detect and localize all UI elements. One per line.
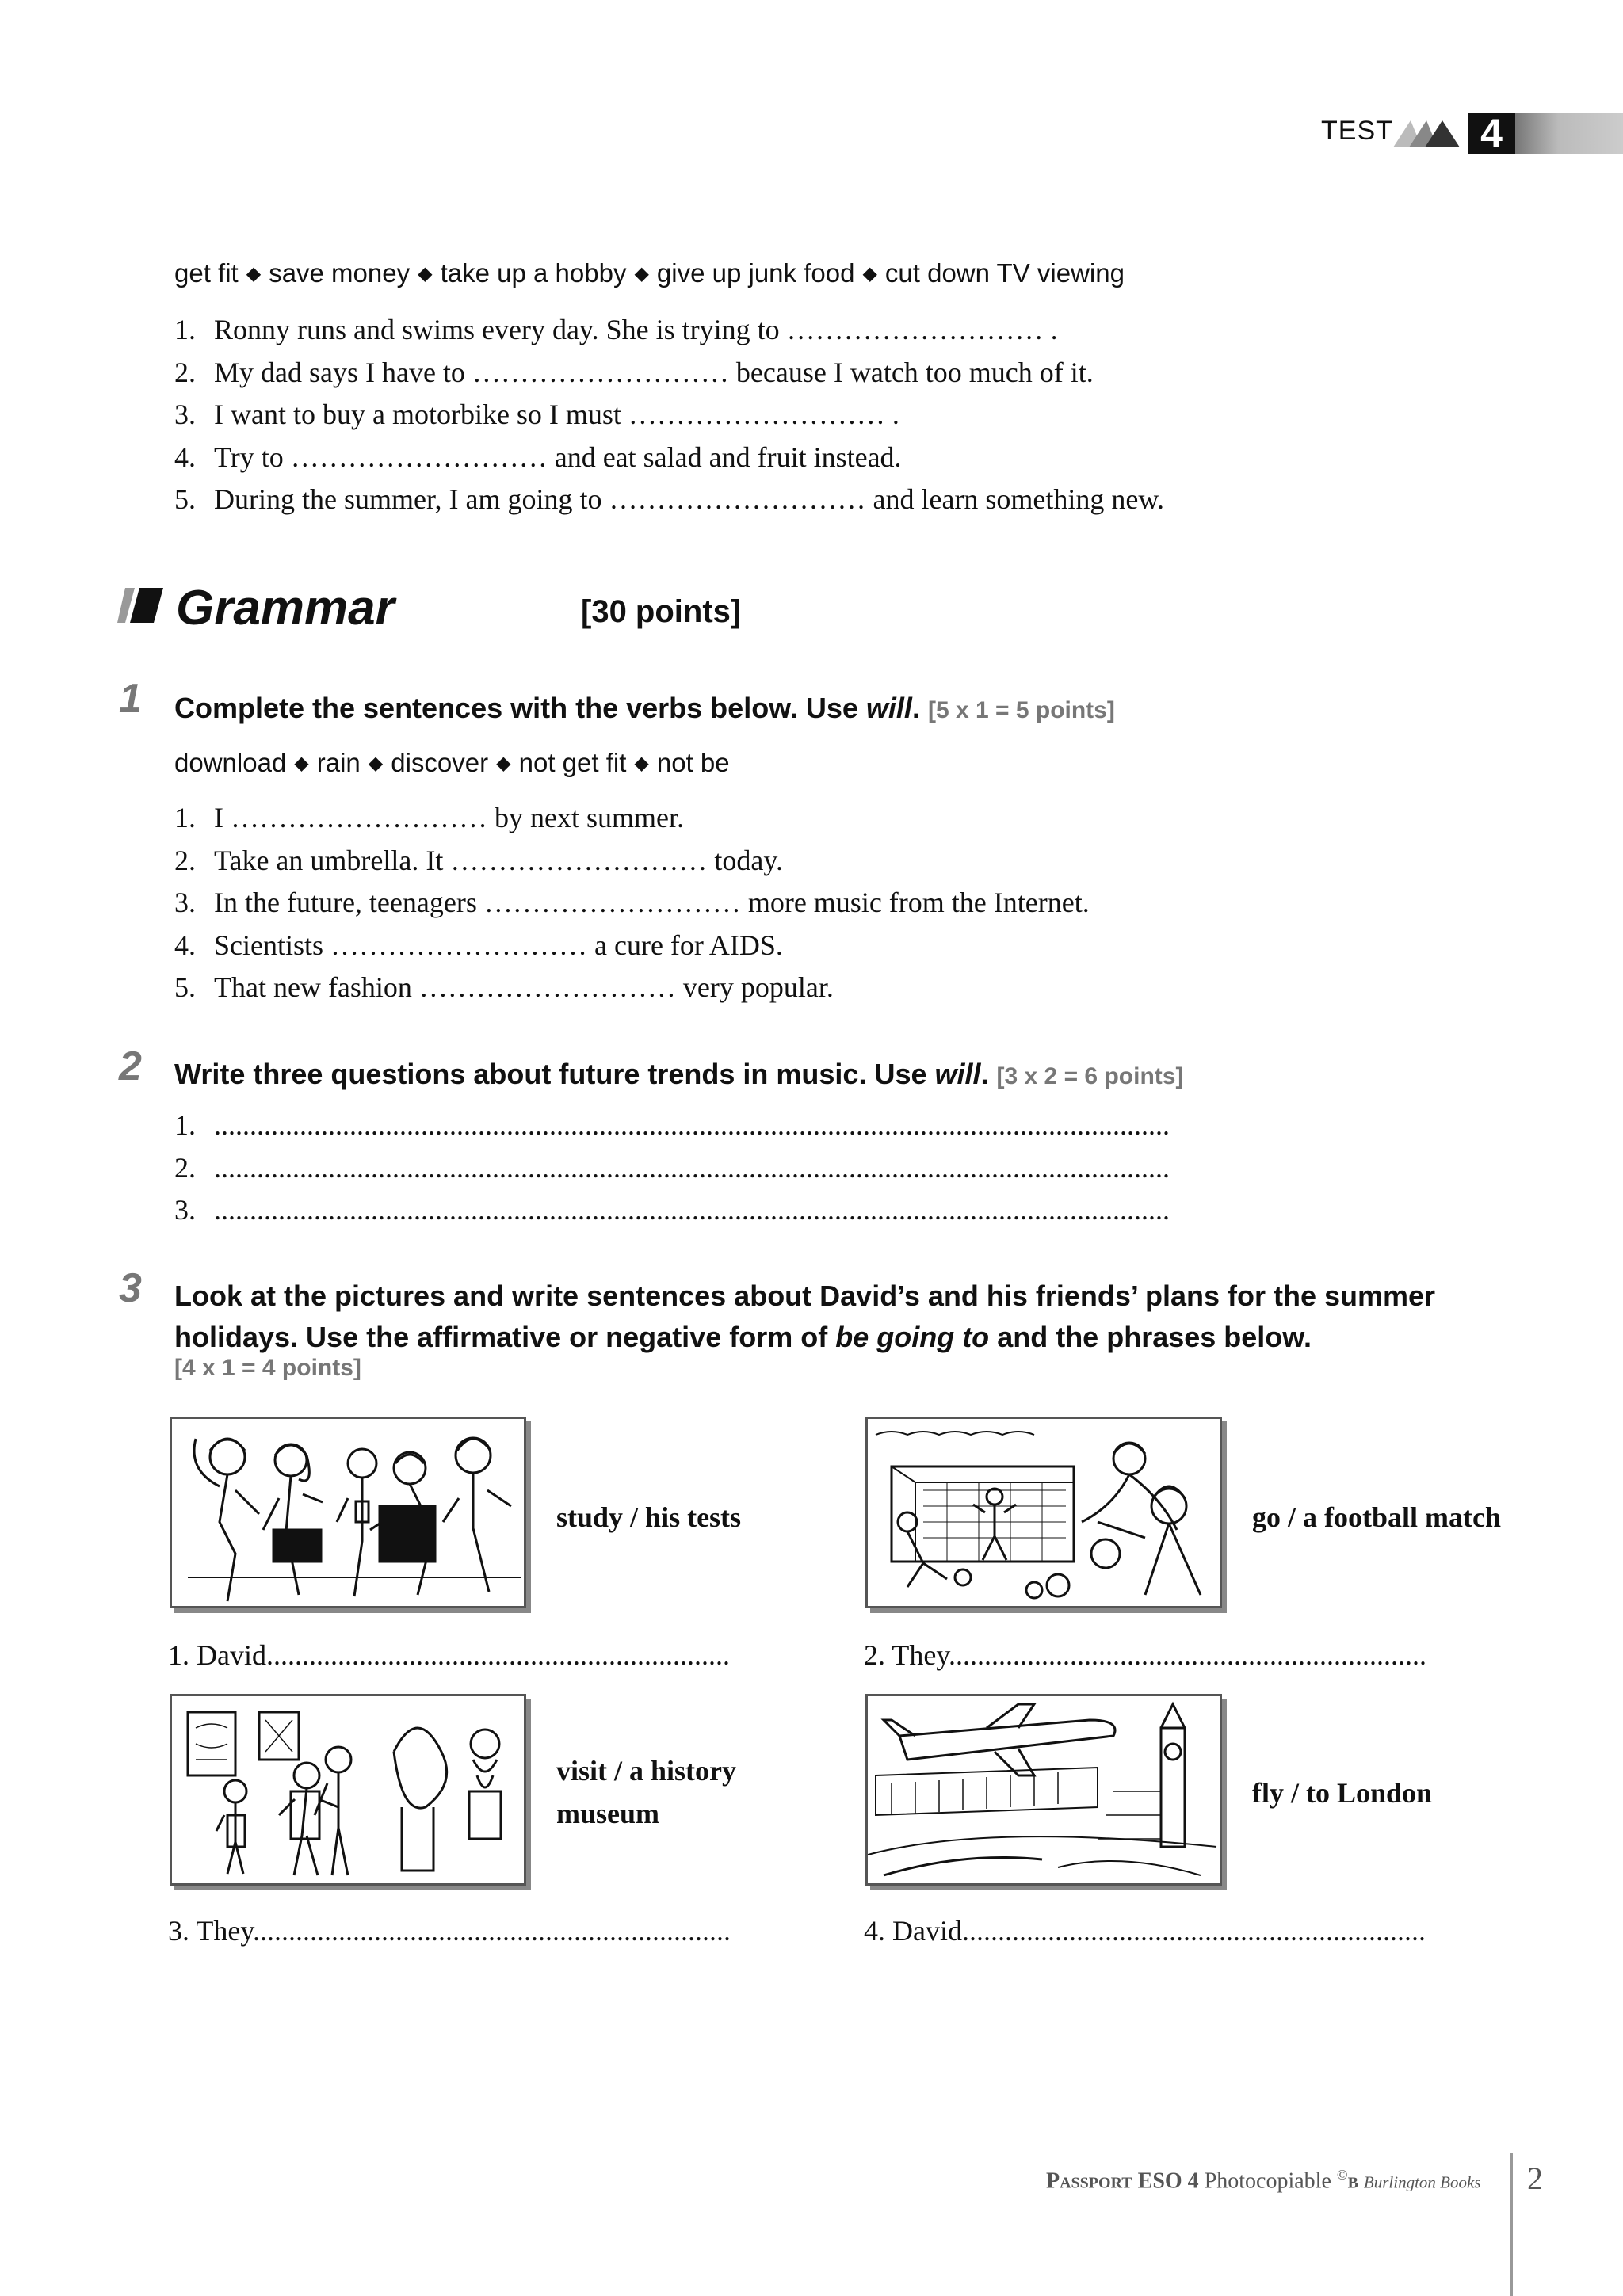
sentence: 2. Take an umbrella. It ……………………… today. [174,844,783,876]
answer-line[interactable]: 1. ...................................................................................................................................... [174,1109,1170,1141]
exercise-points: [4 x 1 = 4 points] [174,1355,361,1381]
word-bank-item: not be [656,748,730,777]
picture-football [865,1417,1222,1608]
answer-line[interactable]: 3. They................................................................... [168,1915,731,1947]
phrase: go / a football match [1252,1501,1501,1533]
exercise-instruction: Write three questions about future trends in music. Use will. [3 x 2 = 6 points] [174,1058,1184,1090]
answer-line[interactable]: 4. David................................................................. [864,1915,1426,1947]
word-bank-item: cut down TV viewing [884,258,1125,288]
word-bank-item: not get fit [518,748,627,777]
page-number: 2 [1527,2161,1543,2196]
picture-party [170,1417,526,1608]
sentence-list [174,309,1164,521]
picture-museum [170,1694,526,1886]
exercise-instruction: Look at the pictures and write sentences about David’s and his friends’ plans for the summer holidays. Use the affirmative or negative form of be going to and the phrases below. [174,1280,1436,1353]
publisher-logo: B [1347,2174,1358,2192]
answer-line[interactable]: 2. ...................................................................................................................................... [174,1151,1170,1184]
word-bank-item: discover [391,748,489,777]
word-bank-item: take up a hobby [440,258,627,288]
word-bank [174,258,1125,288]
word-bank-item: download [174,748,287,777]
footer-credit: Passport ESO 4 Photocopiable ©B Burlington Books [1046,2167,1481,2194]
sentence: 2. My dad says I have to ……………………… because I watch too much of it. [174,356,1094,388]
phrase: visit / a history museum [556,1755,737,1829]
diamond-icon: ◆ [496,753,511,774]
footer-divider [1510,2153,1513,2296]
diamond-icon: ◆ [368,753,384,774]
test-label: TEST [1321,116,1393,146]
exercise-points: [5 x 1 = 5 points] [927,697,1115,723]
word-bank [174,748,730,778]
answer-line[interactable]: 1. David................................................................. [168,1639,730,1671]
test-mountain-icon [1393,117,1461,153]
diamond-icon: ◆ [862,263,877,284]
exercise-instruction: Complete the sentences with the verbs below. Use will. [5 x 1 = 5 points] [174,692,1115,724]
test-number: 4 [1468,113,1515,154]
diamond-icon: ◆ [418,263,433,284]
exercise-number: 1 [119,676,142,722]
sentence: 4. Try to ……………………… and eat salad and fruit instead. [174,441,902,473]
section-slash-icon [117,588,165,627]
phrase: study / his tests [556,1501,742,1533]
diamond-icon: ◆ [294,753,309,774]
diamond-icon: ◆ [634,753,649,774]
exercise-points: [3 x 2 = 6 points] [996,1063,1184,1089]
sentence-list [174,797,1090,1009]
section-title: Grammar [176,581,395,635]
section-points: [30 points] [581,594,742,629]
sentence: 3. I want to buy a motorbike so I must ……………………… . [174,399,899,430]
word-bank-item: give up junk food [656,258,855,288]
answer-line[interactable]: 3. ...................................................................................................................................... [174,1194,1170,1226]
header-bar [1515,113,1623,154]
exercise-number: 3 [119,1265,142,1311]
sentence: 4. Scientists ……………………… a cure for AIDS. [174,929,783,961]
diamond-icon: ◆ [634,263,649,284]
word-bank-item: get fit [174,258,239,288]
answer-lines [174,1104,1170,1232]
diamond-icon: ◆ [246,263,262,284]
sentence: 1. Ronny runs and swims every day. She is trying to ……………………… . [174,314,1058,345]
exercise-number: 2 [119,1043,142,1089]
word-bank-item: save money [269,258,411,288]
sentence: 3. In the future, teenagers ……………………… more music from the Internet. [174,887,1090,918]
sentence: 5. During the summer, I am going to ……………………… and learn something new. [174,483,1165,515]
sentence: 1. I ……………………… by next summer. [174,802,684,833]
word-bank-item: rain [316,748,361,777]
phrase: fly / to London [1252,1777,1433,1809]
picture-london [865,1694,1222,1886]
answer-line[interactable]: 2. They................................................................... [864,1639,1426,1671]
sentence: 5. That new fashion ……………………… very popular. [174,971,834,1003]
